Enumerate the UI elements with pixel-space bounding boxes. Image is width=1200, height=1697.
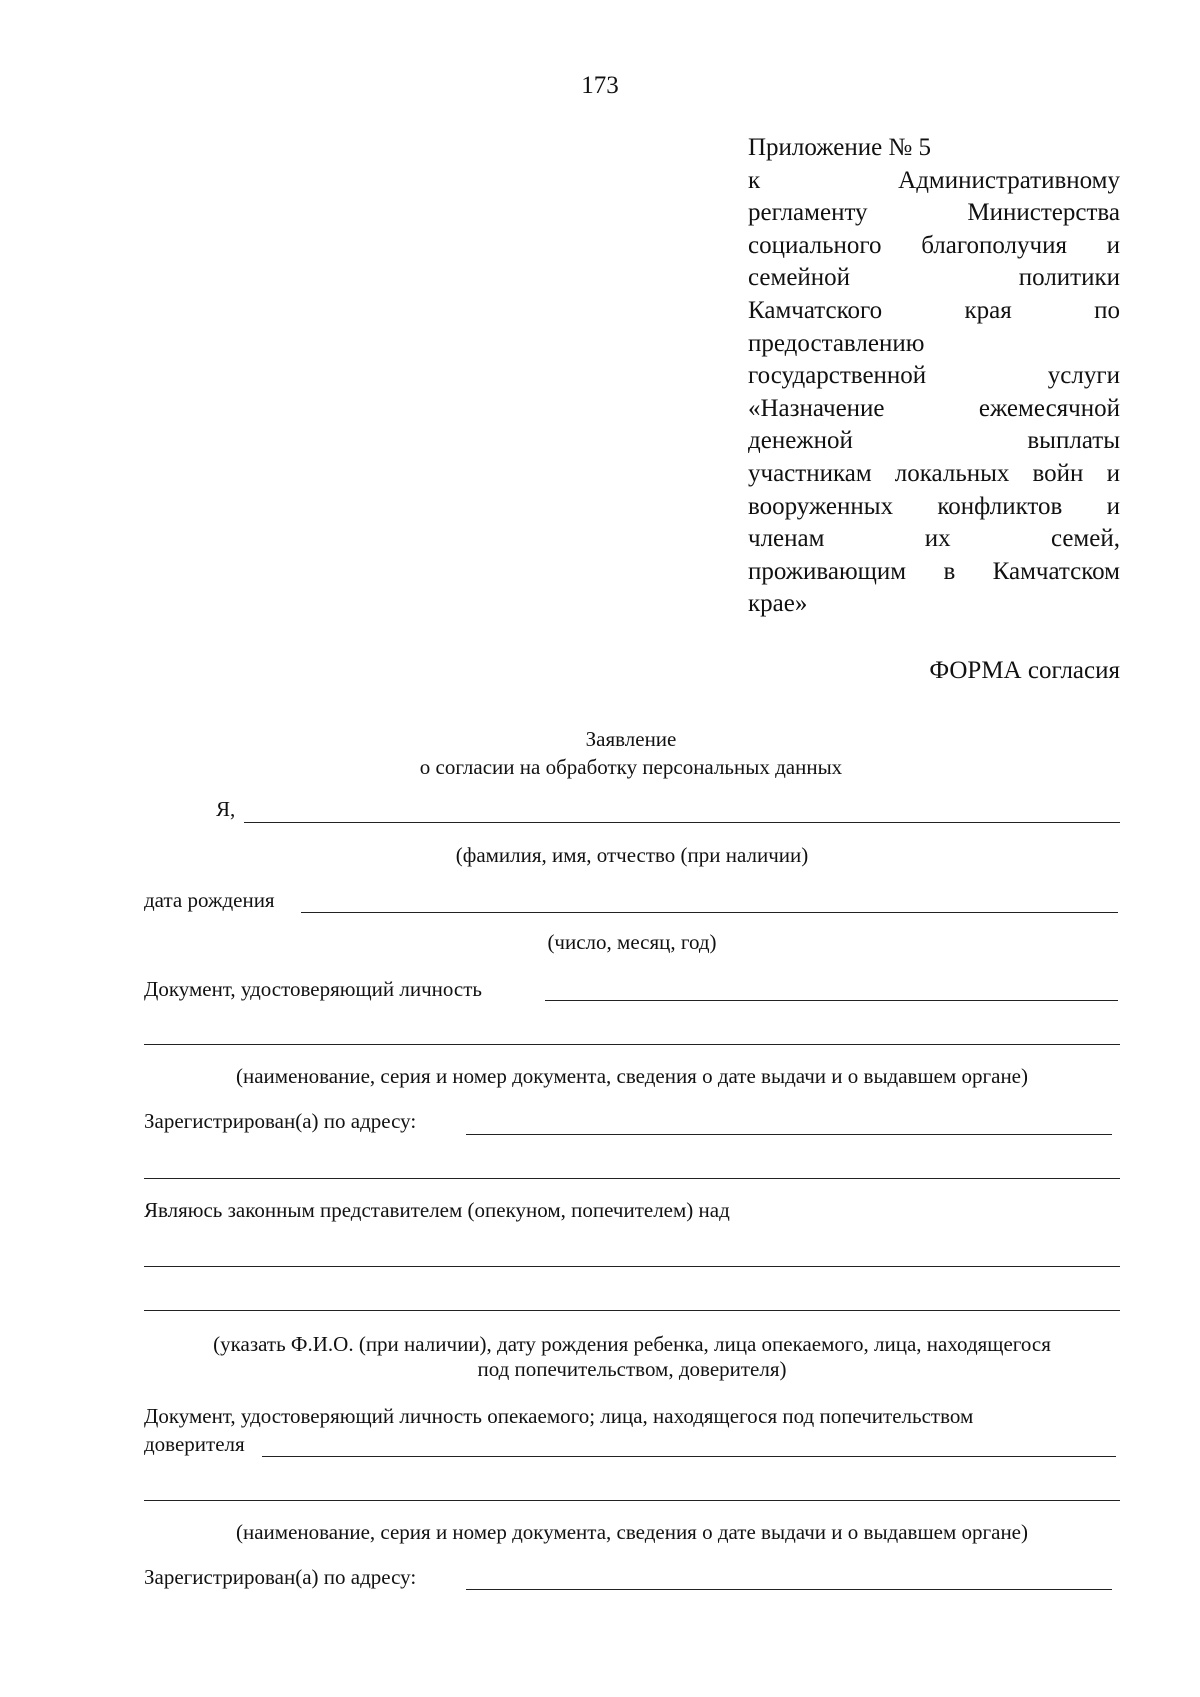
appendix-word: государственной (748, 362, 927, 390)
appendix-line: предоставлению (748, 329, 925, 357)
appendix-word: услуги (1047, 362, 1120, 390)
appendix-word: благополучия (921, 231, 1067, 259)
appendix-word: социального (748, 231, 882, 259)
appendix-word: Камчатском (992, 557, 1120, 585)
appendix-word: локальных (894, 459, 1010, 487)
appendix-line (748, 197, 1120, 230)
appendix-word: и (1106, 492, 1120, 520)
address-field[interactable] (466, 1134, 1112, 1135)
appendix-word: ежемесячной (978, 394, 1120, 422)
id-document-hint: (наименование, серия и номер документа, сведения о дате выдачи и о выдавшем органе) (236, 1064, 1028, 1088)
ward-info-field[interactable] (144, 1266, 1120, 1267)
appendix-line (748, 458, 1120, 491)
ward-info-field-continued[interactable] (144, 1310, 1120, 1311)
full-name-hint: (фамилия, имя, отчество (при наличии) (455, 843, 809, 867)
title-line-2: о согласии на обработку персональных данных (419, 755, 843, 779)
ward-document-field-continued[interactable] (144, 1500, 1120, 1501)
appendix-line: Приложение № 5 (748, 134, 932, 161)
appendix-word: семей, (1050, 525, 1120, 553)
appendix-line (748, 556, 1120, 589)
appendix-line: крае» (748, 590, 808, 618)
appendix-line (748, 491, 1120, 524)
title-line-1: Заявление (585, 727, 677, 751)
appendix-word: войн (1032, 459, 1084, 487)
ward-info-hint-line-1: (указать Ф.И.О. (при наличии), дату рождения ребенка, лица опекаемого, лица, находящегося (213, 1332, 1051, 1356)
appendix-line (748, 165, 1120, 198)
appendix-word: и (1106, 459, 1120, 487)
appendix-word: денежной (748, 427, 853, 455)
ward-info-hint-line-2: под попечительством, доверителя) (477, 1357, 787, 1381)
full-name-field[interactable] (244, 822, 1120, 823)
appendix-word: и (1106, 231, 1120, 259)
id-document-field[interactable] (545, 1000, 1118, 1001)
appendix-word: конфликтов (937, 492, 1063, 520)
ward-document-hint: (наименование, серия и номер документа, сведения о дате выдачи и о выдавшем органе) (236, 1520, 1028, 1544)
appendix-word: членам (748, 525, 825, 553)
appendix-line (748, 425, 1120, 458)
appendix-line (748, 523, 1120, 556)
appendix-word: семейной (748, 264, 851, 292)
ward-address-label: Зарегистрирован(а) по адресу: (144, 1565, 417, 1589)
address-field-continued[interactable] (144, 1178, 1120, 1179)
birth-date-field[interactable] (301, 912, 1118, 913)
i-label: Я, (216, 797, 236, 821)
appendix-word: вооруженных (748, 492, 894, 520)
appendix-word: регламенту (748, 199, 868, 227)
appendix-word: Административному (898, 166, 1120, 194)
id-document-label: Документ, удостоверяющий личность (144, 977, 482, 1001)
ward-document-label-line-1: Документ, удостоверяющий личность опекаемого; лица, находящегося под попечительством (144, 1404, 974, 1428)
appendix-word: в (943, 557, 956, 585)
appendix-word: участникам (748, 459, 872, 487)
ward-document-label-line-2: доверителя (144, 1432, 245, 1456)
guardian-label: Являюсь законным представителем (опекуном, попечителем) над (144, 1198, 730, 1222)
form-label: ФОРМА согласия (929, 657, 1120, 684)
appendix-line (748, 393, 1120, 426)
appendix-line (748, 230, 1120, 263)
appendix-word: политики (1018, 264, 1120, 292)
appendix-block (748, 132, 1120, 621)
appendix-word: «Назначение (748, 394, 885, 422)
birth-date-label: дата рождения (144, 888, 275, 912)
appendix-word: выплаты (1027, 427, 1120, 455)
id-document-field-continued[interactable] (144, 1044, 1120, 1045)
appendix-word: Камчатского (748, 296, 883, 324)
appendix-line (748, 295, 1120, 328)
appendix-word: к (748, 166, 761, 194)
appendix-word: их (924, 525, 951, 553)
appendix-line (748, 360, 1120, 393)
address-label: Зарегистрирован(а) по адресу: (144, 1109, 417, 1133)
appendix-word: проживающим (748, 557, 907, 585)
document-title (0, 725, 1200, 781)
appendix-word: края (964, 296, 1012, 324)
appendix-word: по (1094, 296, 1120, 324)
birth-date-hint: (число, месяц, год) (547, 930, 717, 954)
ward-address-field[interactable] (466, 1589, 1112, 1590)
ward-document-field[interactable] (262, 1456, 1116, 1457)
appendix-line (748, 262, 1120, 295)
page-number: 173 (581, 72, 619, 99)
appendix-word: Министерства (967, 199, 1120, 227)
